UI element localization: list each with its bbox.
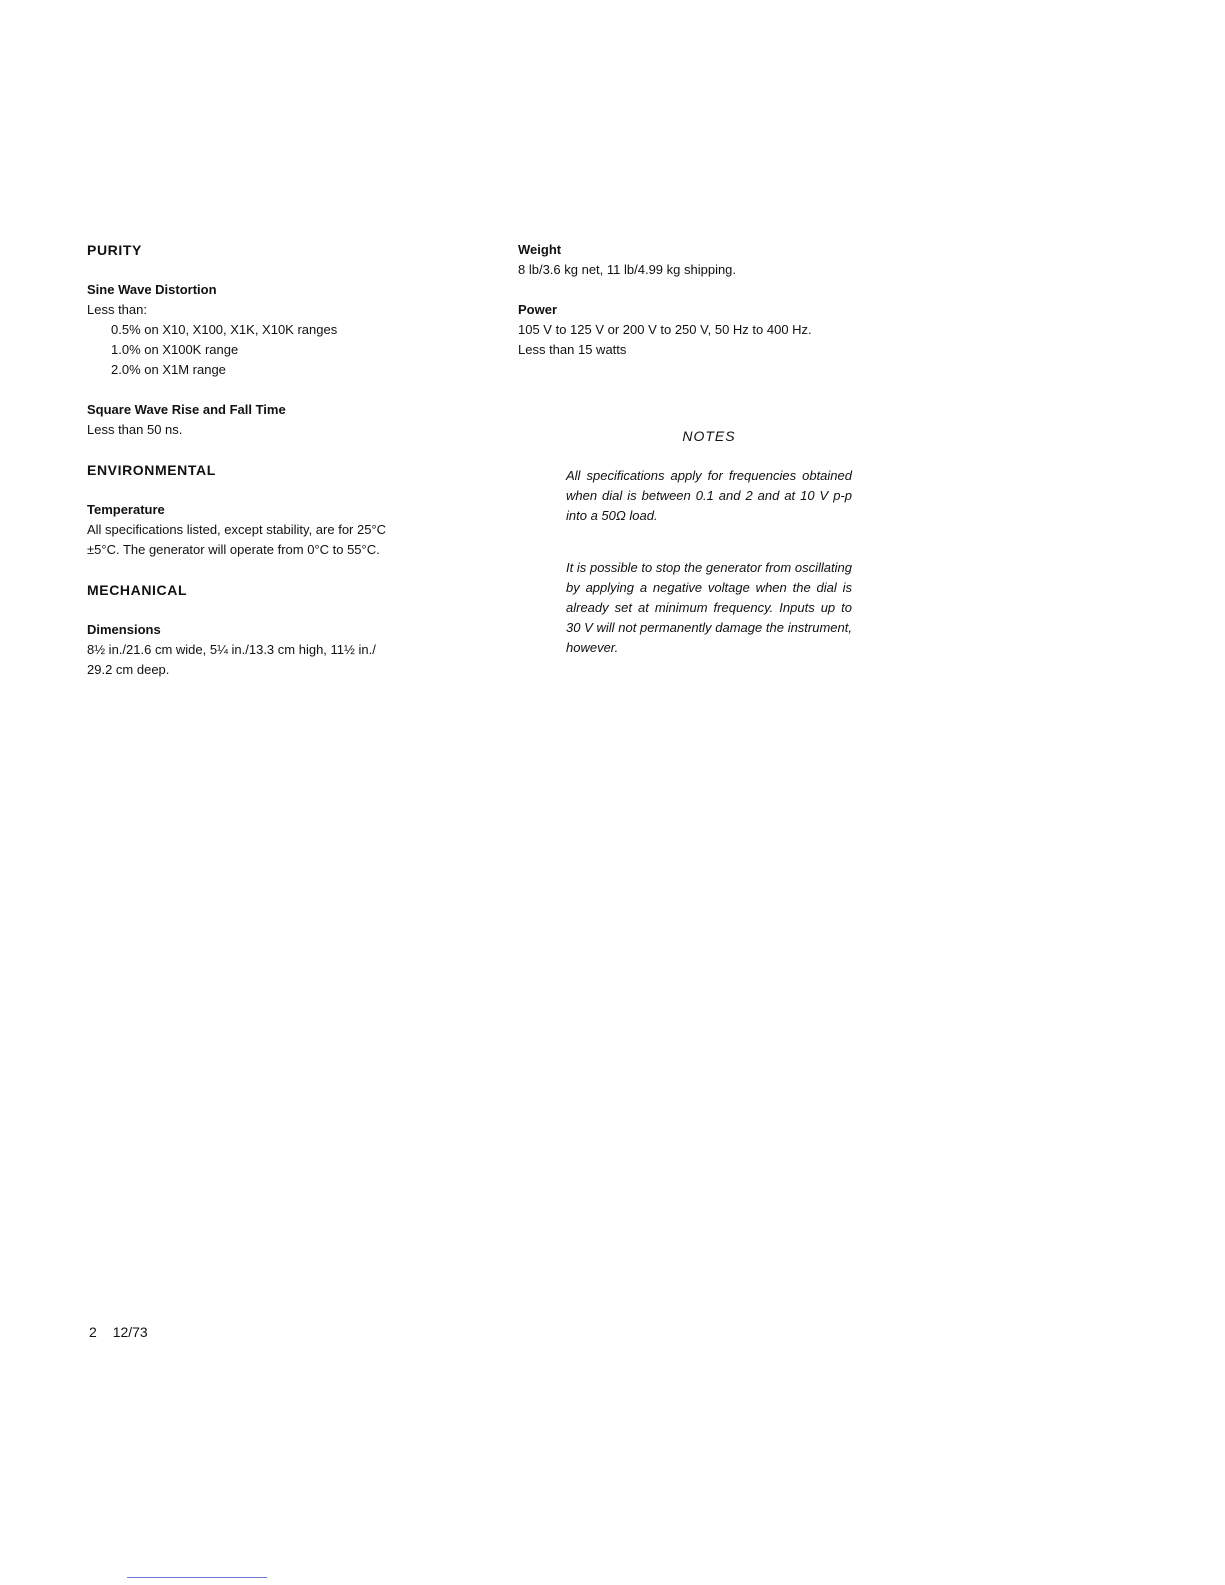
page-footer <box>89 1324 160 1340</box>
temperature-title: Temperature <box>87 502 165 517</box>
temperature-text-line: ±5°C. The generator will operate from 0°C to 55°C. <box>87 542 380 557</box>
divider <box>127 1577 267 1578</box>
right-column <box>518 240 918 360</box>
power-text-line: Less than 15 watts <box>518 342 627 357</box>
sine-wave-item: 2.0% on X1M range <box>111 362 226 377</box>
date-code: 12/73 <box>112 1324 148 1340</box>
power-title: Power <box>518 302 558 317</box>
dimensions-text-line: 29.2 cm deep. <box>87 662 170 677</box>
sine-wave-item: 1.0% on X100K range <box>111 342 239 357</box>
spacer <box>87 380 467 400</box>
notes-paragraph: All specifications apply for frequencies obtained when dial is between 0.1 and 2 and at 10 V p-p into a 50Ω load. <box>566 468 852 523</box>
temperature-text-line: All specifications listed, except stability, are for 25°C <box>87 522 387 537</box>
left-column <box>87 240 467 680</box>
square-wave-text: Less than 50 ns. <box>87 422 183 437</box>
spacer <box>566 526 852 558</box>
sine-wave-intro: Less than: <box>87 302 147 317</box>
sine-wave-item: 0.5% on X10, X100, X1K, X10K ranges <box>111 322 338 337</box>
spacer <box>87 560 467 580</box>
purity-heading: PURITY <box>87 242 142 258</box>
spacer <box>87 600 467 620</box>
spacer <box>87 440 467 460</box>
notes-block <box>566 426 852 658</box>
dimensions-title: Dimensions <box>87 622 161 637</box>
page-number: 2 <box>89 1324 97 1340</box>
weight-title: Weight <box>518 242 562 257</box>
power-text-line: 105 V to 125 V or 200 V to 250 V, 50 Hz to 400 Hz. <box>518 322 812 337</box>
sine-wave-distortion-title: Sine Wave Distortion <box>87 282 217 297</box>
spacer <box>518 280 918 300</box>
notes-title: NOTES <box>682 428 736 444</box>
notes-paragraph: It is possible to stop the generator from oscillating by applying a negative voltage when the dial is already set at minimum frequency. Inputs up to 30 V will not permanently damage the instrument, however. <box>566 560 852 655</box>
spacer <box>87 260 467 280</box>
spacer <box>87 480 467 500</box>
environmental-heading: ENVIRONMENTAL <box>87 462 216 478</box>
mechanical-heading: MECHANICAL <box>87 582 188 598</box>
square-wave-title: Square Wave Rise and Fall Time <box>87 402 286 417</box>
dimensions-text-line: 8½ in./21.6 cm wide, 5¼ in./13.3 cm high, 11½ in./ <box>87 642 376 657</box>
weight-text: 8 lb/3.6 kg net, 11 lb/4.99 kg shipping. <box>518 262 737 277</box>
